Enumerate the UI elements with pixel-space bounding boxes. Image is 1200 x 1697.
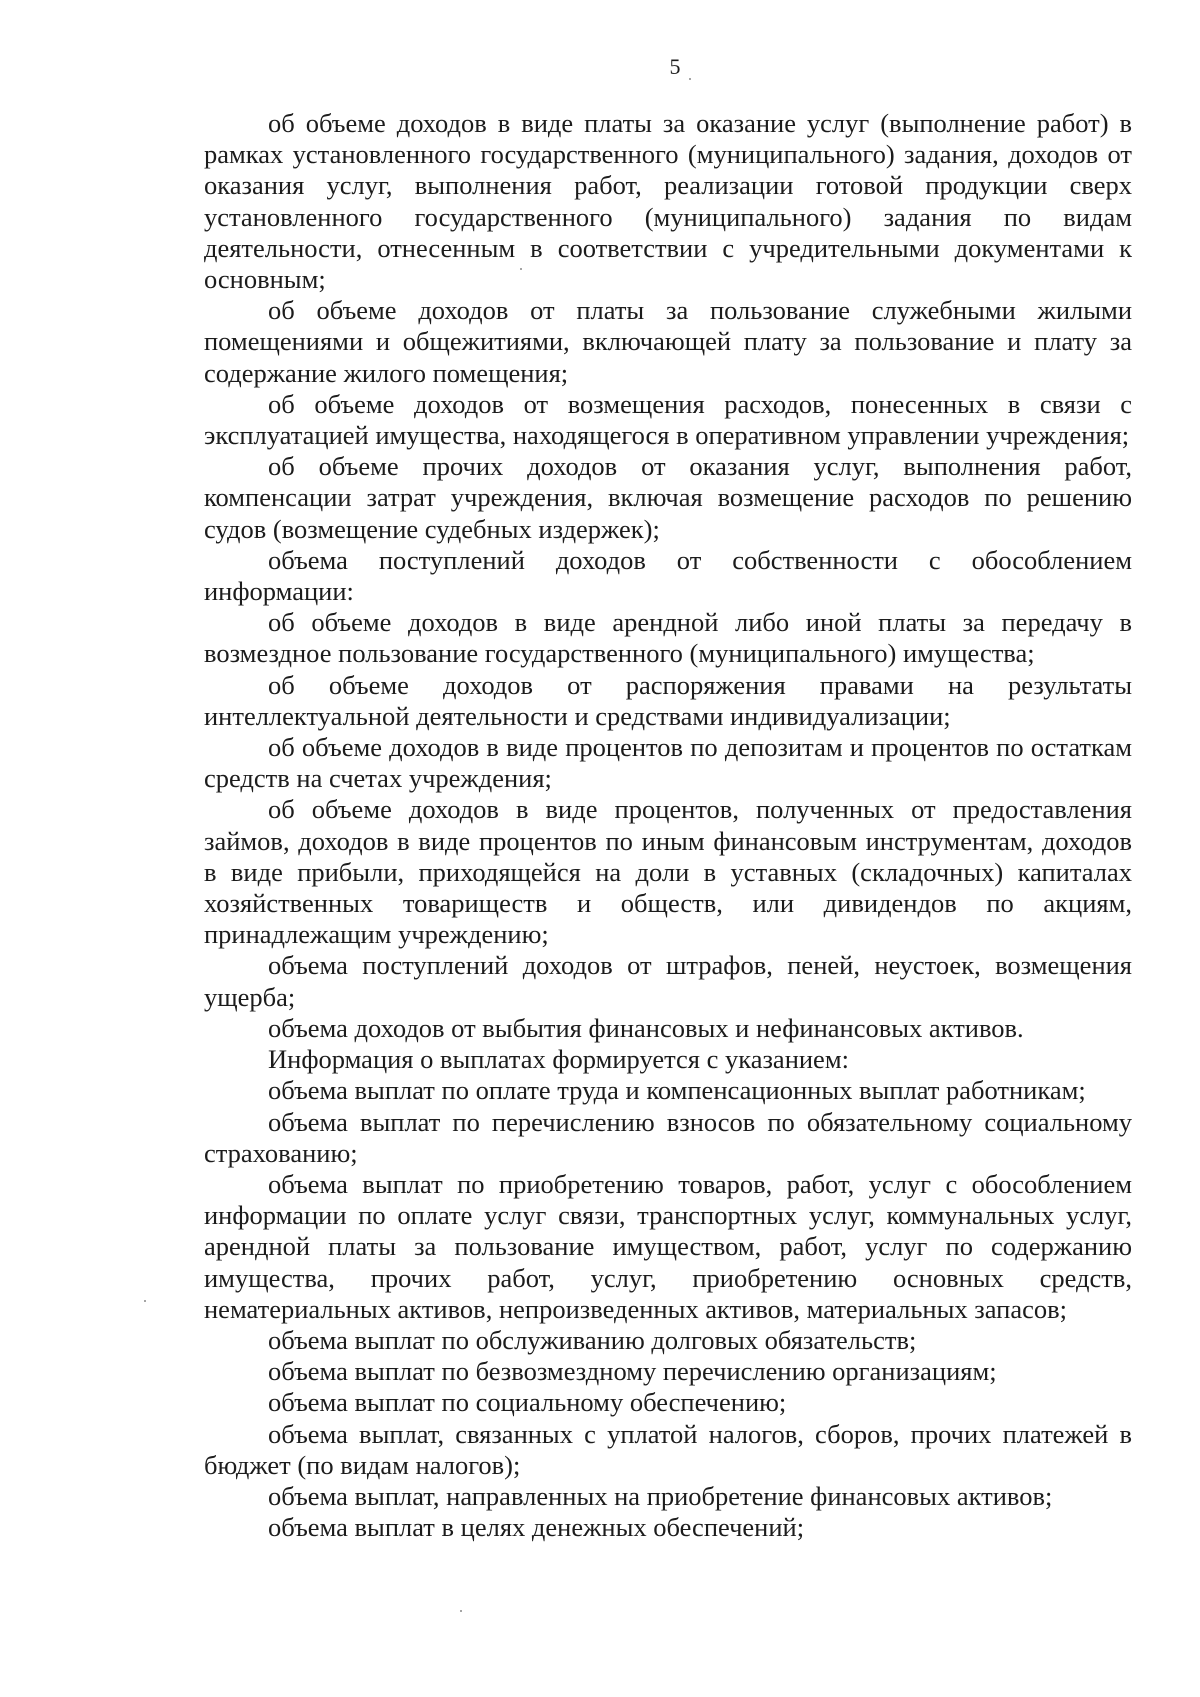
paragraph: объема выплат по оплате труда и компенсационных выплат работникам; bbox=[268, 1075, 1086, 1106]
paragraph: объема выплат по перечислению взносов по обязательному социальному страхованию; bbox=[204, 1106, 1132, 1168]
paragraph: об объеме доходов в виде платы за оказание услуг (выполнение работ) в рамках установленного государственного (муниципального) задания, доходов от оказания услуг, выполнения работ, реализации готовой продукции сверх установленного государственного (муниципального) задания по видам деятельности, отнесенным в соответствии с учредительными документами к основным; bbox=[204, 108, 1132, 295]
paragraph: объема выплат, связанных с уплатой налогов, сборов, прочих платежей в бюджет (по видам налогов); bbox=[204, 1418, 1132, 1480]
scan-speck bbox=[520, 268, 522, 270]
scan-speck bbox=[460, 1610, 462, 1612]
paragraph: объема поступлений доходов от штрафов, пеней, неустоек, возмещения ущерба; bbox=[204, 950, 1132, 1012]
paragraph: объема выплат по обслуживанию долговых обязательств; bbox=[268, 1324, 917, 1355]
scan-speck bbox=[144, 1300, 146, 1302]
paragraph: об объеме доходов в виде арендной либо иной платы за передачу в возмездное пользование государственного (муниципального) имущества; bbox=[204, 607, 1132, 669]
document-body bbox=[204, 108, 1132, 1543]
scan-speck bbox=[689, 78, 691, 80]
paragraph: об объеме доходов от распоряжения правами на результаты интеллектуальной деятельности и средствами индивидуализации; bbox=[204, 669, 1132, 731]
paragraph: объема выплат по социальному обеспечению; bbox=[268, 1387, 787, 1418]
paragraph: объема выплат по безвозмездному перечислению организациям; bbox=[268, 1356, 997, 1387]
paragraph: об объеме прочих доходов от оказания услуг, выполнения работ, компенсации затрат учреждения, включая возмещение расходов по решению судов (возмещение судебных издержек); bbox=[204, 451, 1132, 544]
page-number: 5 bbox=[669, 54, 681, 79]
paragraph: объема поступлений доходов от собственности с обособлением информации: bbox=[204, 544, 1132, 607]
paragraph: объема выплат, направленных на приобретение финансовых активов; bbox=[268, 1480, 1053, 1511]
paragraph: об объеме доходов от платы за пользование служебными жилыми помещениями и общежитиями, включающей плату за пользование и плату за содержание жилого помещения; bbox=[204, 295, 1132, 388]
paragraph: Информация о выплатах формируется с указанием: bbox=[268, 1044, 849, 1075]
paragraph: объема доходов от выбытия финансовых и нефинансовых активов. bbox=[268, 1012, 1024, 1043]
paragraph: об объеме доходов от возмещения расходов, понесенных в связи с эксплуатацией имущества, находящегося в оперативном управлении учреждения; bbox=[204, 388, 1132, 451]
paragraph: объема выплат в целях денежных обеспечений; bbox=[268, 1512, 805, 1543]
paragraph: об объеме доходов в виде процентов по депозитам и процентов по остаткам средств на счетах учреждения; bbox=[204, 732, 1132, 794]
paragraph: об объеме доходов в виде процентов, полученных от предоставления займов, доходов в виде процентов по иным финансовым инструментам, доходов в виде прибыли, приходящейся на доли в уставных (складочных) капиталах хозяйственных товариществ и обществ, или дивидендов по акциям, принадлежащим учреждению; bbox=[204, 794, 1132, 950]
paragraph: объема выплат по приобретению товаров, работ, услуг с обособлением информации по оплате услуг связи, транспортных услуг, коммунальных услуг, арендной платы за пользование имуществом, работ, услуг по содержанию имущества, прочих работ, услуг, приобретению основных средств, нематериальных активов, непроизведенных активов, материальных запасов; bbox=[204, 1168, 1132, 1324]
